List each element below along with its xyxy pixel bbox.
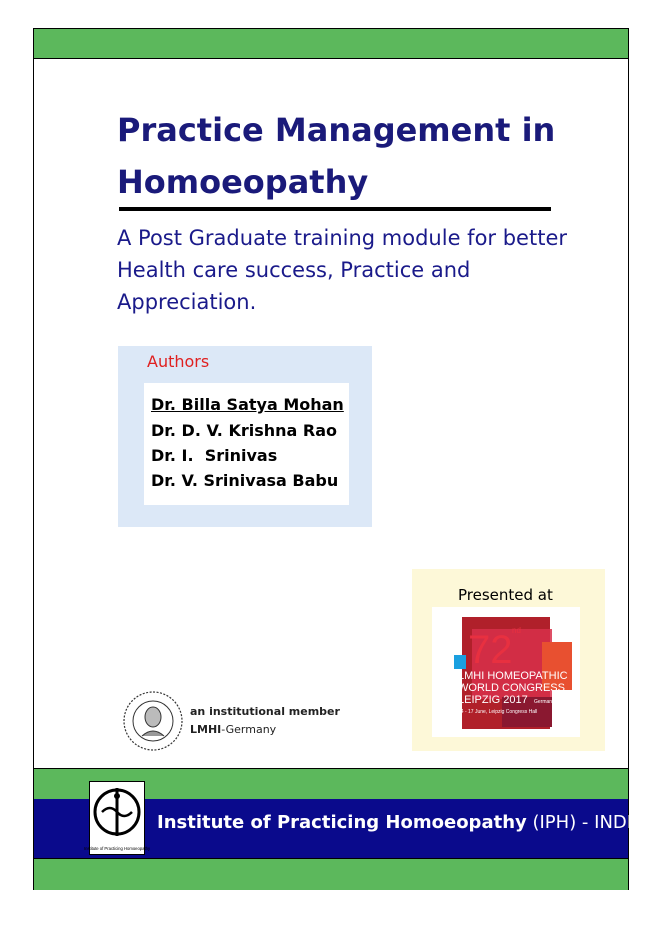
authors-label: Authors [147, 352, 210, 371]
author-name: Dr. Billa Satya Mohan [151, 395, 344, 414]
author-name: Dr. I. Srinivas [151, 446, 278, 465]
presented-label: Presented at [458, 586, 553, 604]
author-name: Dr. V. Srinivasa Babu [151, 471, 339, 490]
congress-superscript: nd [512, 626, 521, 635]
congress-dates: 14 - 17 June, Leipzig Congress Hall [458, 709, 538, 715]
top-green-band [34, 29, 628, 59]
page-title: Practice Management in Homoeopathy [117, 111, 556, 201]
footer-org-tail: (IPH) - INDIA [526, 812, 645, 833]
congress-line1: LMHI HOMEOPATHIC [458, 670, 568, 682]
subtitle: A Post Graduate training module for better Health care success, Practice and Appreciation. [117, 226, 567, 314]
iph-logo-icon [83, 781, 151, 855]
congress-line2: WORLD CONGRESS [458, 682, 565, 694]
congress-logo [432, 607, 580, 737]
membership-org [190, 723, 276, 736]
iph-logo-caption: Institute of Practicing Homoeopathy [83, 846, 151, 851]
footer-org-bold: Institute of Practicing Homoeopathy [157, 812, 527, 833]
membership-country: -Germany [221, 723, 277, 736]
membership-line: an institutional member [190, 705, 340, 718]
author-name: Dr. D. V. Krishna Rao [151, 421, 337, 440]
bottom-green-band [34, 858, 628, 890]
congress-country: Germany [534, 699, 555, 705]
congress-number: 72 [468, 628, 513, 672]
title-underline [119, 207, 551, 211]
congress-line3: LEIPZIG 2017 [458, 694, 528, 706]
footer-org-name [157, 812, 644, 833]
membership-org-name: LMHI [190, 723, 222, 736]
lmhi-seal-icon [122, 690, 184, 752]
